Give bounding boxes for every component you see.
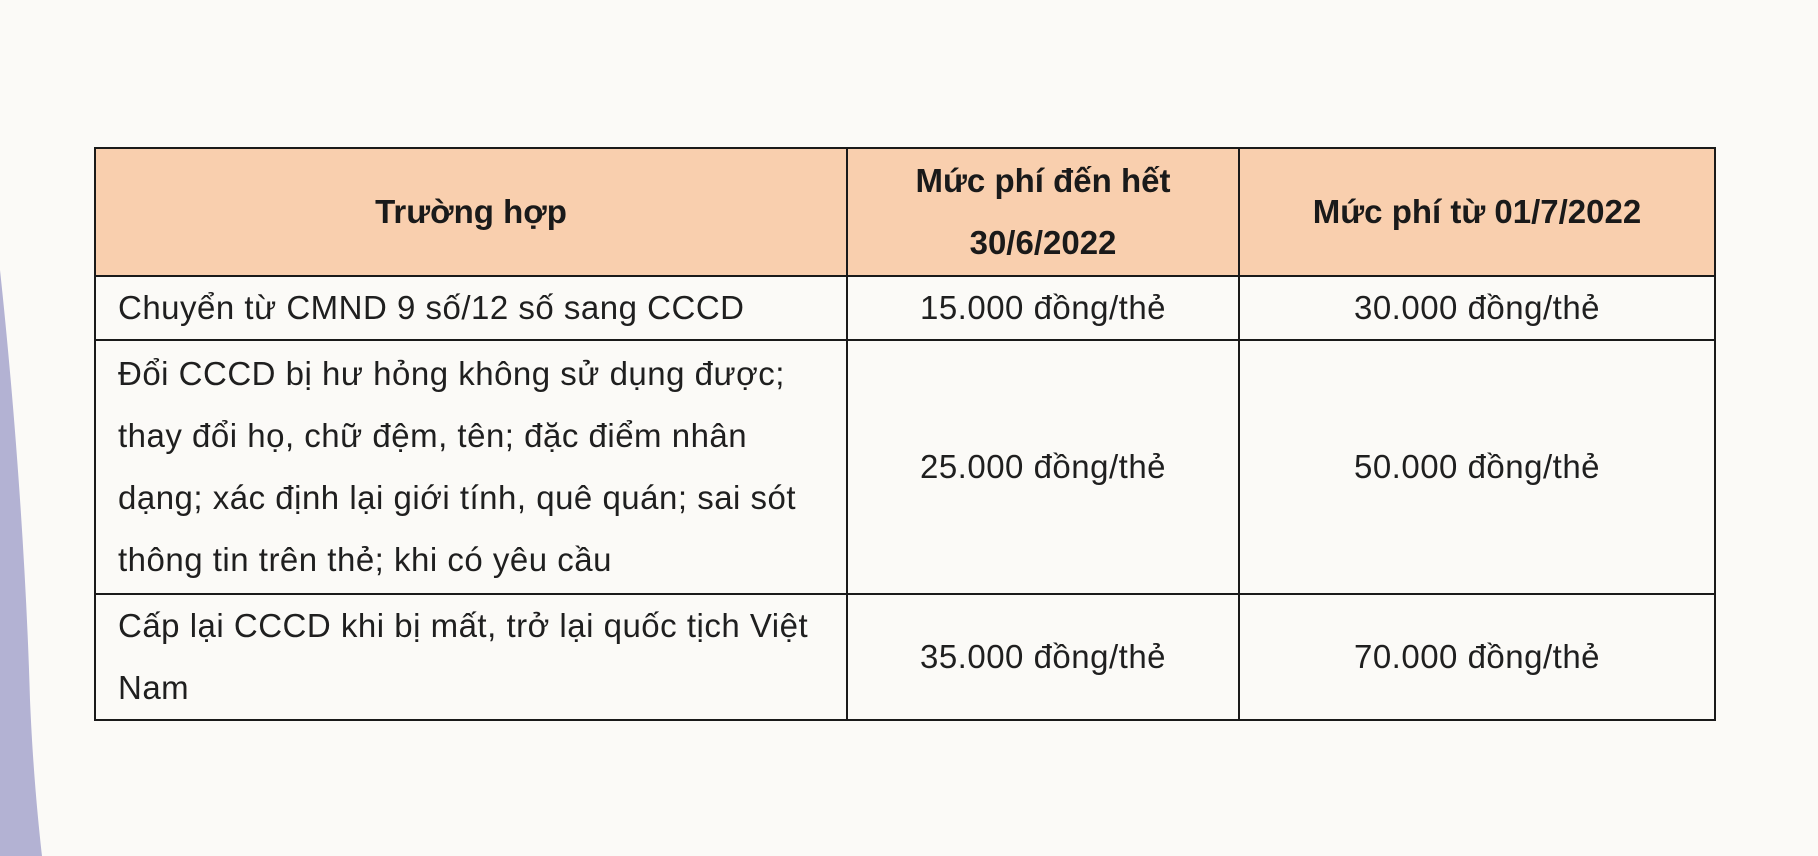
cell-fee-from: 50.000 đồng/thẻ bbox=[1239, 340, 1715, 594]
cell-case: Chuyển từ CMND 9 số/12 số sang CCCD bbox=[95, 276, 847, 340]
header-fee-from: Mức phí từ 01/7/2022 bbox=[1239, 148, 1715, 276]
cell-fee-from: 70.000 đồng/thẻ bbox=[1239, 594, 1715, 720]
cell-case: Cấp lại CCCD khi bị mất, trở lại quốc tịch Việt Nam bbox=[95, 594, 847, 720]
header-case: Trường hợp bbox=[95, 148, 847, 276]
header-fee-until bbox=[847, 148, 1239, 276]
cell-fee-until: 35.000 đồng/thẻ bbox=[847, 594, 1239, 720]
fee-table bbox=[94, 147, 1716, 721]
cell-case: Đổi CCCD bị hư hỏng không sử dụng được; thay đổi họ, chữ đệm, tên; đặc điểm nhân dạng; xác định lại giới tính, quê quán; sai sót thông tin trên thẻ; khi có yêu cầu bbox=[95, 340, 847, 594]
table-row bbox=[95, 594, 1715, 720]
header-fee-until-line2: 30/6/2022 bbox=[969, 224, 1117, 261]
decorative-side-band bbox=[0, 0, 60, 856]
table-header-row bbox=[95, 148, 1715, 276]
cell-fee-until: 25.000 đồng/thẻ bbox=[847, 340, 1239, 594]
header-fee-until-line1: Mức phí đến hết bbox=[915, 162, 1171, 199]
cell-fee-from: 30.000 đồng/thẻ bbox=[1239, 276, 1715, 340]
cell-fee-until: 15.000 đồng/thẻ bbox=[847, 276, 1239, 340]
table-row bbox=[95, 340, 1715, 594]
table-row bbox=[95, 276, 1715, 340]
